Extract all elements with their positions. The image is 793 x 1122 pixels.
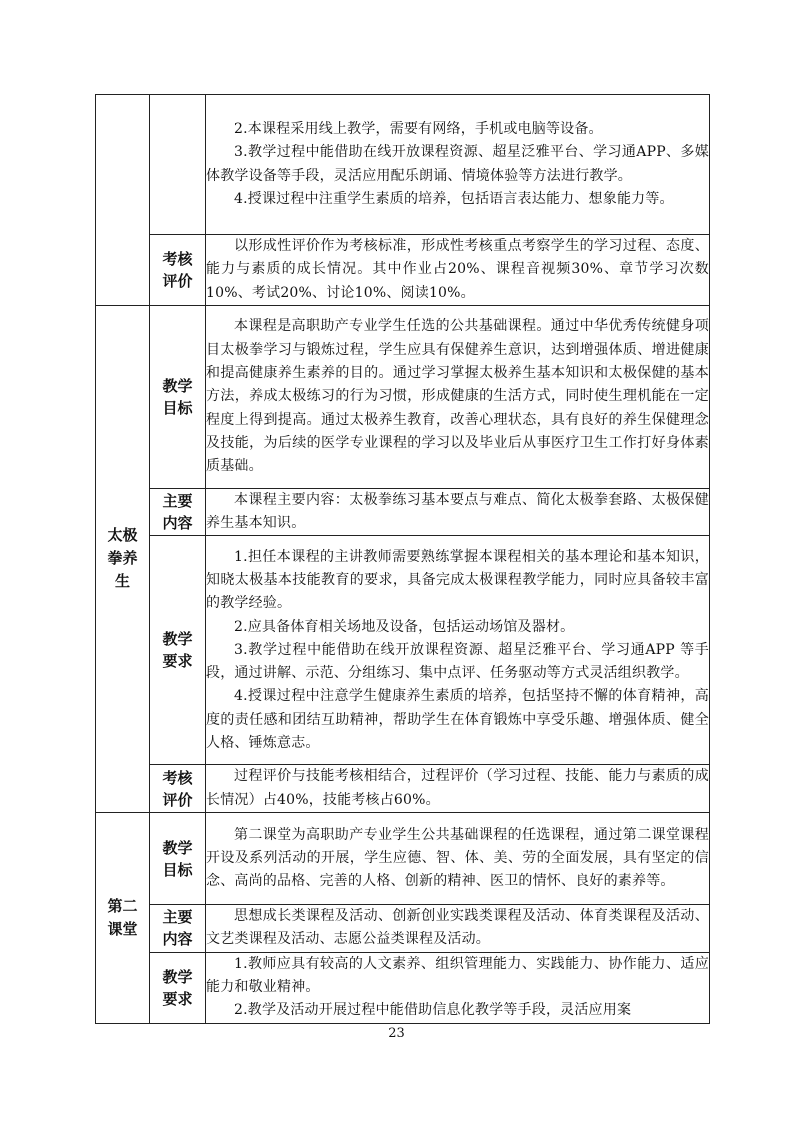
table-row: [96, 95, 710, 235]
row-label-cell: 主要 内容: [150, 905, 206, 953]
paragraph: 3.教学过程中能借助在线开放课程资源、超星泛雅平台、学习通APP、多媒体教学设备等手段，灵活应用配乐朗诵、情境体验等方法进行教学。: [206, 144, 709, 184]
paragraph: 2.教学及活动开展过程中能借助信息化教学等手段，灵活应用案: [234, 1002, 632, 1019]
table-row: [96, 765, 710, 813]
paragraph: 本课程主要内容：太极拳练习基本要点与难点、简化太极拳套路、太极保健养生基本知识。: [206, 491, 709, 532]
paragraph: 过程评价与技能考核相结合，过程评价（学习过程、技能、能力与素质的成长情况）占40%，技能考核占60%。: [206, 768, 709, 808]
row-content-cell: [206, 536, 710, 765]
course-name-cell: 第二 课堂: [96, 813, 150, 1023]
paragraph: 1.教师应具有较高的人文素养、组织管理能力、实践能力、协作能力、适应能力和敬业精神。: [206, 955, 709, 995]
curriculum-table: [95, 94, 710, 1024]
paragraph: 4.授课过程中注重学生素质的培养，包括语言表达能力、想象能力等。: [234, 190, 674, 207]
paragraph: 2.应具备体育相关场地及设备，包括运动场馆及器材。: [234, 618, 575, 635]
table-row: [96, 952, 710, 1023]
paragraph: 第二课堂为高职助产专业学生公共基础课程的任选课程，通过第二课堂课程开设及系列活动的开展，学生应德、智、体、美、劳的全面发展，具有坚定的信念、高尚的品格、完善的人格、创新的精神、医卫的情怀、良好的素养等。: [206, 826, 709, 890]
row-label-cell: 考核 评价: [150, 235, 206, 306]
row-content-cell: [206, 488, 710, 536]
row-content-cell: [206, 813, 710, 905]
table-row: [96, 536, 710, 765]
paragraph: 以形成性评价作为考核标准，形成性考核重点考察学生的学习过程、态度、能力与素质的成长情况。其中作业占20%、课程音视频30%、章节学习次数10%、考试20%、讨论10%、阅读10%。: [206, 238, 709, 301]
row-label-cell: 考核 评价: [150, 765, 206, 813]
row-label-cell: [150, 95, 206, 235]
paragraph: 本课程是高职助产专业学生任选的公共基础课程。通过中华优秀传统健身项目太极拳学习与锻炼过程，学生应具有保健养生意识，达到增强体质、增进健康和提高健康养生素养的目的。通过学习掌握太极养生基本知识和太极保健的基本方法，养成太极练习的行为习惯，形成健康的生活方式，同时使生理机能在一定程度上得到提高。通过太极养生教育，改善心理状态，具有良好的养生保健理念及技能，为后续的医学专业课程的学习以及毕业后从事医疗卫生工作打好身体素质基础。: [206, 318, 709, 475]
row-content-cell: [206, 765, 710, 813]
paragraph: 2.本课程采用线上教学，需要有网络，手机或电脑等设备。: [234, 120, 603, 137]
paragraph: 思想成长类课程及活动、创新创业实践类课程及活动、体育类课程及活动、文艺类课程及活动、志愿公益类课程及活动。: [206, 908, 709, 948]
row-label-cell: 教学 要求: [150, 952, 206, 1023]
table-row: [96, 813, 710, 905]
course-name-cell: 太极 拳养 生: [96, 305, 150, 812]
course-name-cell: [96, 95, 150, 306]
row-content-cell: [206, 95, 710, 235]
row-content-cell: [206, 905, 710, 953]
paragraph: 3.教学过程中能借助在线开放课程资源、超星泛雅平台、学习通APP 等手段，通过讲解、示范、分组练习、集中点评、任务驱动等方式灵活组织教学。: [206, 641, 709, 682]
row-label-cell: 教学 要求: [150, 536, 206, 765]
table-row: [96, 305, 710, 488]
page-number: 23: [388, 1026, 405, 1041]
row-content-cell: [206, 235, 710, 306]
table-row: [96, 905, 710, 953]
table-row: [96, 488, 710, 536]
row-label-cell: 教学 目标: [150, 813, 206, 905]
table-row: [96, 235, 710, 306]
row-content-cell: [206, 952, 710, 1023]
row-label-cell: 教学 目标: [150, 305, 206, 488]
paragraph: 4.授课过程中注意学生健康养生素质的培养，包括坚持不懈的体育精神，高度的责任感和团结互助精神，帮助学生在体育锻炼中享受乐趣、增强体质、健全人格、锤炼意志。: [206, 688, 709, 752]
row-content-cell: [206, 305, 710, 488]
paragraph: 1.担任本课程的主讲教师需要熟练掌握本课程相关的基本理论和基本知识，知晓太极基本技能教育的要求，具备完成太极课程教学能力，同时应具备较丰富的教学经验。: [206, 548, 709, 612]
row-label-cell: 主要 内容: [150, 488, 206, 536]
